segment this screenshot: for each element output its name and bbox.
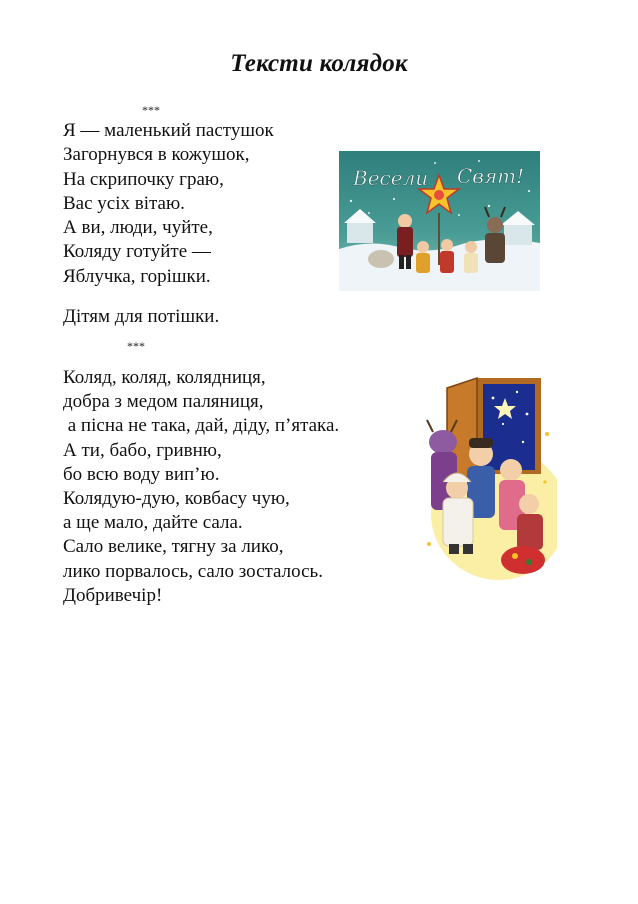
carol-1-line: Загорнувся в кожушок,: [63, 144, 250, 166]
carol-1-line: Вас усіх вітаю.: [63, 192, 185, 214]
svg-text:Свят!: Свят!: [457, 164, 525, 188]
carol-2-line: лико порвалось, сало зосталось.: [63, 560, 323, 582]
carol-1-line: Коляду готуйте —: [63, 241, 211, 263]
svg-text:Весели: Весели: [353, 166, 429, 190]
carolers-illustration: [419, 364, 557, 582]
separator-1: ***: [142, 103, 160, 117]
carol-2: [63, 366, 339, 608]
carol-2-line: бо всю воду вип’ю.: [63, 463, 220, 485]
carol-2-line: а пісна не така, дай, діду, п’ятака.: [63, 415, 340, 437]
carol-2-line: Добривечір!: [63, 584, 163, 606]
carol-1: [63, 119, 274, 289]
carol-1-last: [63, 305, 219, 329]
carol-1-last-line: Дітям для потішки.: [63, 306, 220, 327]
carol-1-line: А ви, люди, чуйте,: [63, 217, 213, 239]
carol-2-line: А ти, бабо, гривню,: [63, 439, 222, 461]
christmas-card-illustration: [339, 151, 540, 291]
separator-2: ***: [127, 339, 145, 353]
carol-2-line: а ще мало, дайте сала.: [63, 512, 243, 534]
carol-1-line: Я — маленький пастушок: [63, 120, 274, 141]
carol-2-line: Колядую-дую, ковбасу чую,: [63, 488, 290, 510]
carol-2-line: добра з медом паляниця,: [63, 391, 264, 413]
page-title: Тексти колядок: [230, 50, 408, 77]
carol-1-line: Яблучка, горішки.: [63, 265, 211, 287]
carol-2-line: Коляд, коляд, колядниця,: [63, 367, 266, 388]
carol-2-line: Сало велике, тягну за лико,: [63, 536, 284, 558]
carol-1-line: На скрипочку граю,: [63, 168, 224, 190]
